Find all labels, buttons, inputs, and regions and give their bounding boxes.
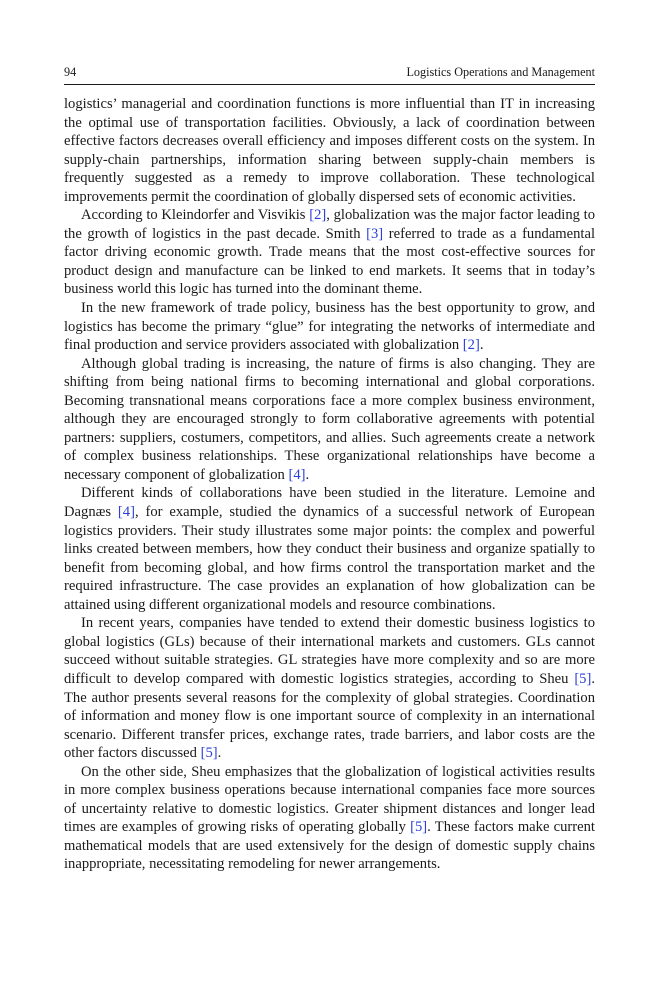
page-number: 94 <box>64 65 77 79</box>
paragraph-text: According to Kleindorfer and Visvikis <box>81 207 310 224</box>
paragraph-text: On the other side, Sheu emphasizes that the globalization of logistical activities results in more complex business operations because international companies face more sources of uncertainty relative to domestic logistics. Greater shipment distances and longer lead times are examples of growing risks of operating globally <box>64 763 595 836</box>
paragraph-text: logistics’ managerial and coordination functions is more influential than IT in increasing the optimal use of transportation facilities. Obviously, a lack of coordination between effective factors decreases overall efficiency and imposes different costs on the system. In supply-chain partnerships, information sharing between supply-chain members is frequently suggested as a remedy to improve collaboration. These technological improvements permit the coordination of globally dispersed sets of economic activities. <box>64 96 595 205</box>
paragraph-text: . <box>479 337 484 354</box>
citation-link[interactable]: [5] <box>410 819 428 836</box>
paragraph <box>64 355 595 485</box>
citation-link[interactable]: [4] <box>117 504 135 521</box>
paragraph-text: , globalization was the major factor leading to the growth of logistics in the past decade. Smith <box>64 207 595 242</box>
paragraph <box>64 206 595 299</box>
paragraph-text: Although global trading is increasing, the nature of firms is also changing. They are shifting from being national firms to becoming international and global corporations. Becoming transnational means corporations face a more complex business environment, although they are encouraged strongly to form collaborative agreements with potential partners: suppliers, costumers, competitors, and allies. Such agreements create a network of complex business relationships. These organizational relationships have become a necessary component of globalization <box>64 355 595 483</box>
body-text <box>64 95 595 874</box>
paragraph-text: . <box>217 745 222 762</box>
citation-link[interactable]: [3] <box>366 225 384 242</box>
paragraph-text: In recent years, companies have tended to extend their domestic business logistics to global logistics (GLs) because of their international markets and customers. GLs cannot succeed without suitable strategies. GL strategies have more complexity and so are more difficult to develop compared with domestic logistics strategies, according to Sheu <box>64 615 595 687</box>
running-title: Logistics Operations and Management <box>406 65 595 79</box>
paragraph <box>64 614 595 762</box>
paragraph-text: Different kinds of collaborations have been studied in the literature. Lemoine and Dagnæs <box>64 485 595 521</box>
paragraph-text: In the new framework of trade policy, business has the best opportunity to grow, and logistics has become the primary “glue” for integrating the networks of intermediate and final production and service providers associated with globalization <box>64 300 595 354</box>
paragraph-text: . These factors make current mathematical models that are used extensively for the design of domestic supply chains inappropriate, necessitating remodeling for newer arrangements. <box>64 819 595 873</box>
paragraph-text: , for example, studied the dynamics of a successful network of European logistics providers. Their study illustrates some major points: the complex and powerful links created between members, how they conduct their business and organize spatially to benefit from becoming global, and how firms control the transportation market and the required infrastructure. The case provides an explanation of how globalization can be attained using different organizational models and resource combinations. <box>64 504 595 613</box>
running-head <box>64 64 595 85</box>
paragraph-text: . <box>305 466 310 483</box>
paragraph-text: . The author presents several reasons for the complexity of global strategies. Coordination of information and money flow is one important source of complexity in an international scenario. Different transfer prices, exchange rates, trade barriers, and labor costs are the other factors discussed <box>64 670 595 762</box>
book-page <box>64 64 595 874</box>
citation-link[interactable]: [2] <box>309 207 327 224</box>
paragraph <box>64 763 595 874</box>
citation-link[interactable]: [2] <box>462 337 480 354</box>
paragraph <box>64 299 595 355</box>
paragraph <box>64 95 595 206</box>
citation-link[interactable]: [4] <box>288 466 306 483</box>
paragraph <box>64 484 595 614</box>
paragraph-text: referred to trade as a fundamental factor driving economic growth. Trade means that the most cost-effective sources for product design and manufacture can be linked to end markets. It seems that in today’s business world this logic has turned into the dominant theme. <box>64 225 596 298</box>
citation-link[interactable]: [5] <box>200 745 218 762</box>
citation-link[interactable]: [5] <box>574 670 592 687</box>
